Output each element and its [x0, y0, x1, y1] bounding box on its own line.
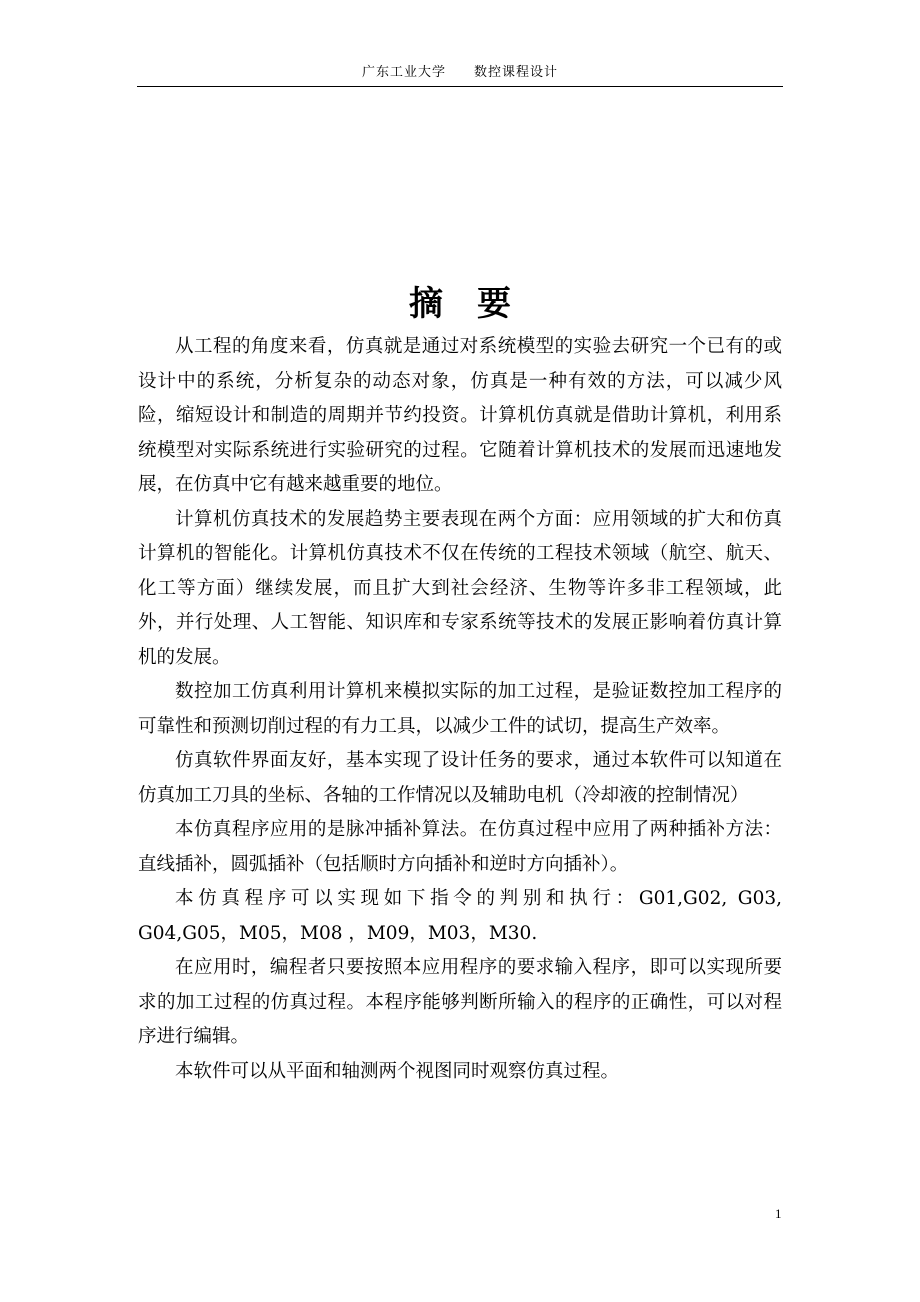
abstract-title: [0, 280, 920, 328]
paragraph-1: 从工程的角度来看，仿真就是通过对系统模型的实验去研究一个已有的或设计中的系统，分析复杂的动态对象，仿真是一种有效的方法，可以减少风险，缩短设计和制造的周期并节约投资。计算机仿真就是借助计算机，利用系统模型对实际系统进行实验研究的过程。它随着计算机技术的发展而迅速地发展，在仿真中它有越来越重要的地位。: [138, 336, 782, 495]
paragraph-5: 本仿真程序应用的是脉冲插补算法。在仿真过程中应用了两种插补方法：直线插补，圆弧插补（包括顺时方向插补和逆时方向插补）。: [138, 819, 782, 875]
header-course: 数控课程设计: [474, 65, 559, 80]
abstract-title-char-1: 摘: [409, 284, 443, 324]
page-header: [137, 60, 783, 87]
paragraph-6: 本仿真程序可以实现如下指令的判别和执行：G01,G02, G03, G04,G05，M05，M08 ，M09，M03，M30.: [138, 888, 782, 944]
abstract-body: [138, 330, 782, 1089]
paragraph-7: 在应用时，编程者只要按照本应用程序的要求输入程序，即可以实现所要求的加工过程的仿真过程。本程序能够判断所输入的程序的正确性，可以对程序进行编辑。: [138, 957, 782, 1047]
abstract-title-char-2: 要: [477, 284, 511, 324]
paragraph-2: 计算机仿真技术的发展趋势主要表现在两个方面：应用领域的扩大和仿真计算机的智能化。计算机仿真技术不仅在传统的工程技术领域（航空、航天、化工等方面）继续发展，而且扩大到社会经济、生物等许多非工程领域，此外，并行处理、人工智能、知识库和专家系统等技术的发展正影响着仿真计算机的发展。: [138, 508, 782, 668]
header-university: 广东工业大学: [361, 65, 446, 80]
paragraph-8: 本软件可以从平面和轴测两个视图同时观察仿真过程。: [175, 1060, 620, 1082]
page-number: 1: [775, 1206, 782, 1221]
paragraph-3: 数控加工仿真利用计算机来模拟实际的加工过程，是验证数控加工程序的可靠性和预测切削过程的有力工具，以减少工件的试切，提高生产效率。: [138, 681, 782, 737]
paragraph-4: 仿真软件界面友好，基本实现了设计任务的要求，通过本软件可以知道在仿真加工刀具的坐标、各轴的工作情况以及辅助电机（冷却液的控制情况）: [138, 750, 782, 806]
